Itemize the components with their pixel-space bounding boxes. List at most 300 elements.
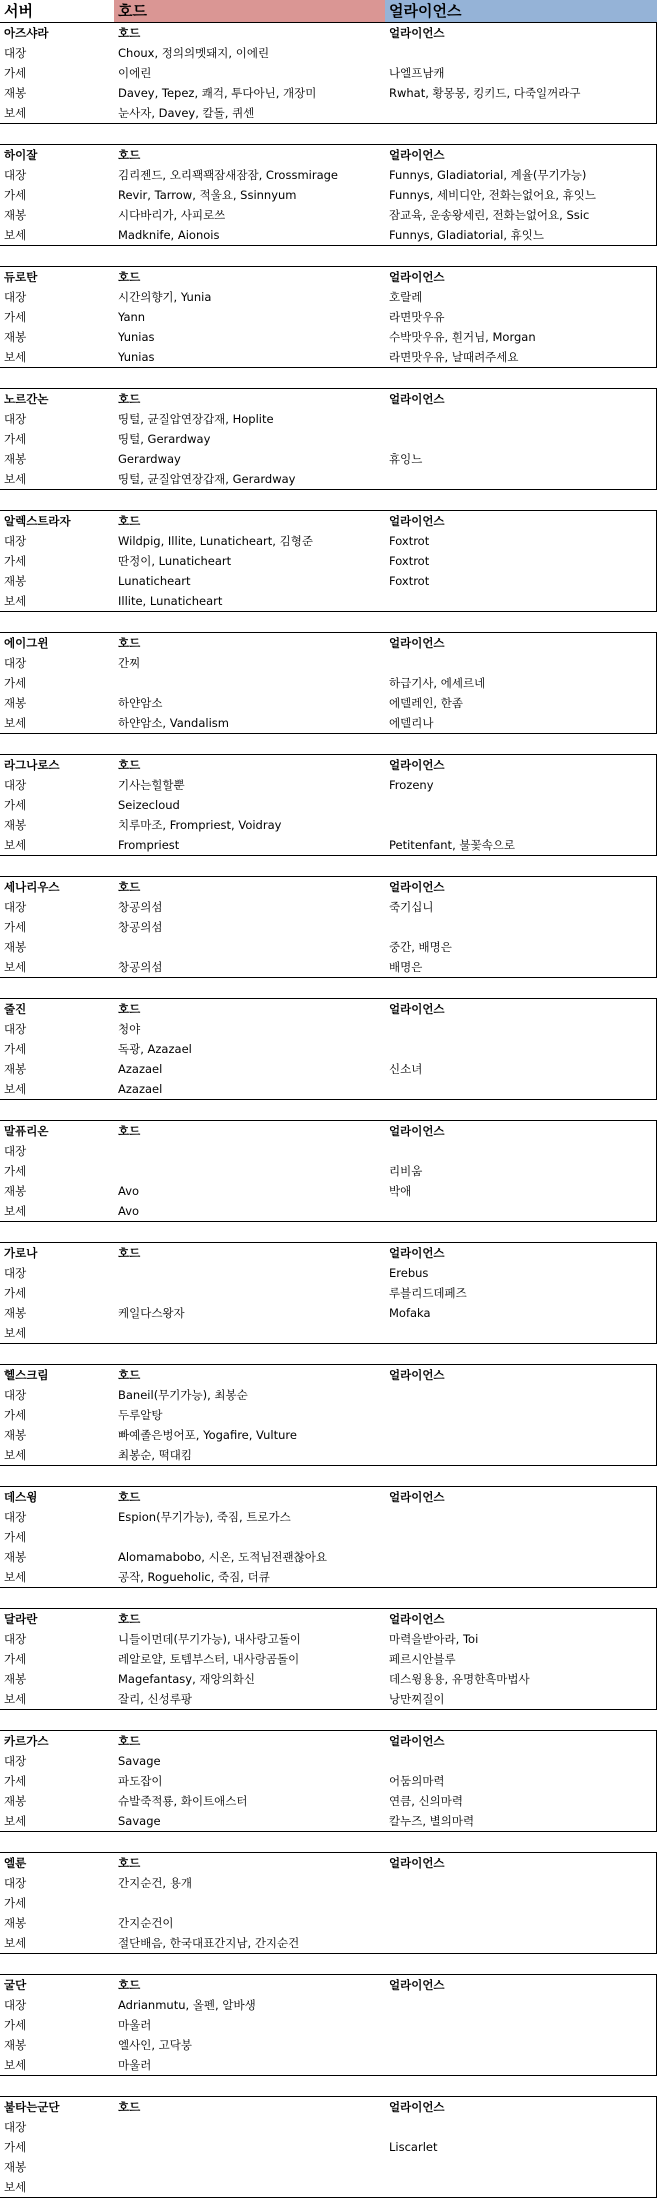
alliance-cell[interactable] bbox=[385, 1873, 656, 1893]
profession-cell[interactable]: 재봉 bbox=[4, 1672, 27, 1686]
profession-cell[interactable]: 재봉 bbox=[4, 818, 27, 832]
alliance-cell[interactable]: 하급기사, 에세르네 bbox=[389, 676, 486, 690]
profession-cell[interactable]: 가세 bbox=[4, 66, 27, 80]
profession-cell[interactable]: 보세 bbox=[4, 960, 27, 974]
profession-cell[interactable]: 대장 bbox=[4, 46, 27, 60]
horde-label-cell[interactable]: 호드 bbox=[118, 392, 141, 406]
header-row bbox=[0, 0, 657, 23]
horde-cell[interactable]: 눈사자, Davey, 칼돌, 퀴센 bbox=[118, 106, 255, 120]
table-row bbox=[0, 2117, 656, 2137]
profession-cell[interactable]: 대장 bbox=[4, 1388, 27, 1402]
horde-cell[interactable] bbox=[114, 1323, 385, 1343]
profession-cell[interactable]: 재봉 bbox=[4, 574, 27, 588]
profession-cell[interactable]: 재봉 bbox=[4, 1428, 27, 1442]
alliance-cell[interactable] bbox=[385, 1995, 656, 2015]
profession-cell[interactable]: 보세 bbox=[4, 1326, 27, 1340]
alliance-cell[interactable] bbox=[385, 1425, 656, 1445]
alliance-cell[interactable]: 페르시안블루 bbox=[389, 1652, 456, 1666]
horde-cell[interactable]: 간지순건이 bbox=[118, 1916, 174, 1930]
alliance-cell[interactable] bbox=[385, 43, 656, 63]
horde-cell[interactable]: Avo bbox=[118, 1184, 140, 1198]
horde-cell[interactable] bbox=[114, 1161, 385, 1181]
alliance-cell[interactable] bbox=[385, 815, 656, 835]
server-name-cell[interactable]: 세나리우스 bbox=[4, 880, 60, 894]
profession-cell[interactable]: 대장 bbox=[4, 290, 27, 304]
profession-cell[interactable]: 재봉 bbox=[4, 1794, 27, 1808]
horde-cell[interactable]: Seizecloud bbox=[118, 798, 180, 812]
alliance-cell[interactable]: 라면맛우유, 날때려주세요 bbox=[389, 350, 519, 364]
profession-cell[interactable]: 보세 bbox=[4, 1936, 27, 1950]
alliance-cell[interactable] bbox=[385, 1445, 656, 1465]
horde-cell[interactable]: Yann bbox=[118, 310, 146, 324]
horde-cell[interactable]: 하얀암소, Vandalism bbox=[118, 716, 229, 730]
horde-cell[interactable]: 창공의섬 bbox=[118, 960, 163, 974]
server-name-cell[interactable]: 가로나 bbox=[4, 1246, 38, 1260]
alliance-cell[interactable] bbox=[385, 103, 656, 123]
horde-cell[interactable]: 두루알탕 bbox=[118, 1408, 163, 1422]
horde-cell[interactable]: Avo bbox=[118, 1204, 140, 1218]
horde-cell[interactable] bbox=[114, 2177, 385, 2197]
table-row bbox=[0, 591, 656, 611]
header-alliance[interactable]: 얼라이언스 bbox=[385, 0, 657, 22]
profession-cell[interactable]: 보세 bbox=[4, 1082, 27, 1096]
header-server[interactable]: 서버 bbox=[0, 0, 114, 22]
server-name-cell[interactable]: 에이그윈 bbox=[4, 636, 49, 650]
server-name-cell[interactable]: 엘룬 bbox=[4, 1856, 27, 1870]
horde-cell[interactable] bbox=[114, 1283, 385, 1303]
server-name-cell[interactable]: 불타는군단 bbox=[4, 2100, 60, 2114]
horde-cell[interactable]: 김리젠드, 오리꽥꽥잠새잠잠, Crossmirage bbox=[118, 168, 339, 182]
horde-cell[interactable]: Savage bbox=[118, 1754, 161, 1768]
alliance-cell[interactable]: Mofaka bbox=[389, 1306, 431, 1320]
section-title-row bbox=[0, 2097, 656, 2117]
horde-cell[interactable]: 절단배음, 한국대표간지남, 간지순건 bbox=[118, 1936, 300, 1950]
alliance-cell[interactable]: Frozeny bbox=[389, 778, 434, 792]
horde-label-cell[interactable]: 호드 bbox=[118, 1490, 141, 1504]
horde-cell[interactable]: Wildpig, Illite, Lunaticheart, 김형준 bbox=[118, 534, 313, 548]
alliance-label-cell[interactable]: 얼라이언스 bbox=[389, 758, 445, 772]
alliance-cell[interactable] bbox=[385, 1751, 656, 1771]
alliance-cell[interactable]: Funnys, 세비디안, 전화는없어요, 휴잇느 bbox=[389, 188, 596, 202]
alliance-cell[interactable] bbox=[385, 2157, 656, 2177]
table-row bbox=[0, 1303, 656, 1323]
profession-cell[interactable]: 보세 bbox=[4, 1814, 27, 1828]
horde-cell[interactable]: 하얀암소 bbox=[118, 696, 163, 710]
alliance-cell[interactable]: 에델리나 bbox=[389, 716, 434, 730]
horde-cell[interactable]: 창공의섬 bbox=[118, 900, 163, 914]
profession-cell[interactable]: 재봉 bbox=[4, 452, 27, 466]
horde-label-cell[interactable]: 호드 bbox=[118, 1124, 141, 1138]
profession-cell[interactable]: 가세 bbox=[4, 2018, 27, 2032]
alliance-cell[interactable]: 라면맛우유 bbox=[389, 310, 445, 324]
alliance-cell[interactable] bbox=[385, 1019, 656, 1039]
alliance-cell[interactable]: Erebus bbox=[389, 1266, 429, 1280]
horde-cell[interactable] bbox=[114, 2137, 385, 2157]
horde-cell[interactable]: 공작, Rogueholic, 죽짐, 더큐 bbox=[118, 1570, 270, 1584]
profession-cell[interactable]: 대장 bbox=[4, 1998, 27, 2012]
alliance-cell[interactable] bbox=[385, 1933, 656, 1953]
profession-cell[interactable]: 재봉 bbox=[4, 1550, 27, 1564]
table-row bbox=[0, 287, 656, 307]
horde-cell[interactable]: Revir, Tarrow, 적울요, Ssinnyum bbox=[118, 188, 297, 202]
horde-cell[interactable]: 시다바리가, 사피로쓰 bbox=[118, 208, 226, 222]
alliance-cell[interactable]: Petitenfant, 불꽃속으로 bbox=[389, 838, 515, 852]
table-row bbox=[0, 1201, 656, 1221]
profession-cell[interactable]: 가세 bbox=[4, 188, 27, 202]
alliance-cell[interactable]: 낭만찌질이 bbox=[389, 1692, 445, 1706]
horde-cell[interactable]: Espion(무기가능), 죽짐, 트로가스 bbox=[118, 1510, 291, 1524]
horde-cell[interactable] bbox=[114, 673, 385, 693]
server-name-cell[interactable]: 말퓨리온 bbox=[4, 1124, 49, 1138]
alliance-label-cell[interactable]: 얼라이언스 bbox=[389, 2100, 445, 2114]
table-row bbox=[0, 1507, 656, 1527]
alliance-cell[interactable]: 리비움 bbox=[389, 1164, 423, 1178]
alliance-cell[interactable] bbox=[385, 1547, 656, 1567]
horde-cell[interactable]: 시간의향기, Yunia bbox=[118, 290, 212, 304]
horde-label-cell[interactable]: 호드 bbox=[118, 514, 141, 528]
table-row bbox=[0, 897, 656, 917]
horde-label-cell[interactable]: 호드 bbox=[118, 1734, 141, 1748]
alliance-cell[interactable] bbox=[385, 469, 656, 489]
alliance-cell[interactable] bbox=[385, 1323, 656, 1343]
profession-cell[interactable]: 대장 bbox=[4, 412, 27, 426]
profession-cell[interactable]: 재봉 bbox=[4, 696, 27, 710]
horde-label-cell[interactable]: 호드 bbox=[118, 1978, 141, 1992]
horde-cell[interactable] bbox=[114, 1893, 385, 1913]
alliance-cell[interactable]: 박애 bbox=[389, 1184, 412, 1198]
profession-cell[interactable]: 보세 bbox=[4, 716, 27, 730]
alliance-cell[interactable]: 잠교육, 운송왕세린, 전화는없어요, Ssic bbox=[389, 208, 590, 222]
alliance-label-cell[interactable]: 얼라이언스 bbox=[389, 1246, 445, 1260]
alliance-label-cell[interactable]: 얼라이언스 bbox=[389, 514, 445, 528]
horde-label-cell[interactable]: 호드 bbox=[118, 1612, 141, 1626]
horde-label-cell[interactable]: 호드 bbox=[118, 1368, 141, 1382]
profession-cell[interactable]: 대장 bbox=[4, 1022, 27, 1036]
horde-cell[interactable]: 띵털, 균질압연장갑재, Gerardway bbox=[118, 472, 296, 486]
horde-cell[interactable]: 마울러 bbox=[118, 2058, 152, 2072]
alliance-label-cell[interactable]: 얼라이언스 bbox=[389, 148, 445, 162]
profession-cell[interactable]: 대장 bbox=[4, 1632, 27, 1646]
alliance-cell[interactable] bbox=[385, 591, 656, 611]
horde-cell[interactable]: Illite, Lunaticheart bbox=[118, 594, 223, 608]
server-name-cell[interactable]: 카르가스 bbox=[4, 1734, 49, 1748]
table-row bbox=[0, 1649, 656, 1669]
horde-cell[interactable] bbox=[114, 1263, 385, 1283]
alliance-label-cell[interactable]: 얼라이언스 bbox=[389, 880, 445, 894]
horde-label-cell[interactable]: 호드 bbox=[118, 1002, 141, 1016]
profession-cell[interactable]: 대장 bbox=[4, 1266, 27, 1280]
alliance-cell[interactable] bbox=[385, 653, 656, 673]
alliance-cell[interactable]: 연큼, 신의마력 bbox=[389, 1794, 463, 1808]
profession-cell[interactable]: 대장 bbox=[4, 534, 27, 548]
alliance-cell[interactable]: 배명은 bbox=[389, 960, 423, 974]
horde-label-cell[interactable]: 호드 bbox=[118, 758, 141, 772]
profession-cell[interactable]: 가세 bbox=[4, 1530, 27, 1544]
alliance-cell[interactable] bbox=[385, 1893, 656, 1913]
horde-cell[interactable]: Magefantasy, 재앙의화신 bbox=[118, 1672, 255, 1686]
horde-cell[interactable]: 슈발죽적룡, 화이트애스터 bbox=[118, 1794, 248, 1808]
horde-cell[interactable]: 띵털, 균질압연장갑재, Hoplite bbox=[118, 412, 274, 426]
profession-cell[interactable]: 보세 bbox=[4, 472, 27, 486]
alliance-cell[interactable] bbox=[385, 795, 656, 815]
server-name-cell[interactable]: 알렉스트라자 bbox=[4, 514, 71, 528]
profession-cell[interactable]: 재봉 bbox=[4, 1062, 27, 1076]
alliance-label-cell[interactable]: 얼라이언스 bbox=[389, 1002, 445, 1016]
profession-cell[interactable]: 재봉 bbox=[4, 208, 27, 222]
profession-cell[interactable]: 가세 bbox=[4, 920, 27, 934]
horde-cell[interactable]: Yunias bbox=[118, 330, 155, 344]
horde-cell[interactable]: 케일다스왕자 bbox=[118, 1306, 185, 1320]
horde-label-cell[interactable]: 호드 bbox=[118, 880, 141, 894]
horde-cell[interactable]: 청야 bbox=[118, 1022, 141, 1036]
alliance-label-cell[interactable]: 얼라이언스 bbox=[389, 636, 445, 650]
table-row bbox=[0, 2055, 656, 2075]
header-horde[interactable]: 호드 bbox=[114, 0, 385, 22]
alliance-cell[interactable] bbox=[385, 2177, 656, 2197]
alliance-cell[interactable]: 나엘프남캐 bbox=[389, 66, 445, 80]
profession-cell[interactable]: 보세 bbox=[4, 350, 27, 364]
table-row bbox=[0, 1873, 656, 1893]
profession-cell[interactable]: 가세 bbox=[4, 1652, 27, 1666]
profession-cell[interactable]: 가세 bbox=[4, 1042, 27, 1056]
profession-cell[interactable]: 가세 bbox=[4, 554, 27, 568]
alliance-cell[interactable] bbox=[385, 1385, 656, 1405]
horde-cell[interactable]: Adrianmutu, 올펜, 알바생 bbox=[118, 1998, 256, 2012]
profession-cell[interactable]: 보세 bbox=[4, 594, 27, 608]
horde-label-cell[interactable]: 호드 bbox=[118, 636, 141, 650]
horde-cell[interactable]: Savage bbox=[118, 1814, 161, 1828]
horde-cell[interactable]: Choux, 정의의멧돼지, 이에린 bbox=[118, 46, 270, 60]
profession-cell[interactable]: 가세 bbox=[4, 432, 27, 446]
alliance-cell[interactable]: 데스윙용용, 유명한흑마법사 bbox=[389, 1672, 530, 1686]
profession-cell[interactable]: 재봉 bbox=[4, 1306, 27, 1320]
server-name-cell[interactable]: 듀로탄 bbox=[4, 270, 38, 284]
section-title-row bbox=[0, 145, 656, 165]
section-title-row bbox=[0, 389, 656, 409]
profession-cell[interactable]: 보세 bbox=[4, 2180, 27, 2194]
horde-cell[interactable]: 이에린 bbox=[118, 66, 152, 80]
alliance-cell[interactable] bbox=[385, 1201, 656, 1221]
profession-cell[interactable]: 보세 bbox=[4, 2058, 27, 2072]
profession-cell[interactable]: 보세 bbox=[4, 1204, 27, 1218]
profession-cell[interactable]: 재봉 bbox=[4, 330, 27, 344]
table-row bbox=[0, 1567, 656, 1587]
horde-cell[interactable]: 기사는힐할뿐 bbox=[118, 778, 185, 792]
table-row bbox=[0, 1629, 656, 1649]
alliance-cell[interactable] bbox=[385, 409, 656, 429]
alliance-cell[interactable]: 칼누즈, 별의마력 bbox=[389, 1814, 475, 1828]
horde-cell[interactable] bbox=[114, 1141, 385, 1161]
alliance-cell[interactable]: 루블리드데페즈 bbox=[389, 1286, 467, 1300]
profession-cell[interactable]: 가세 bbox=[4, 676, 27, 690]
profession-cell[interactable]: 보세 bbox=[4, 838, 27, 852]
horde-cell[interactable]: Yunias bbox=[118, 350, 155, 364]
alliance-cell[interactable]: Rwhat, 황몽몽, 킹키드, 다죽일꺼라구 bbox=[389, 86, 581, 100]
alliance-cell[interactable]: 죽기십니 bbox=[389, 900, 434, 914]
profession-cell[interactable]: 가세 bbox=[4, 2140, 27, 2154]
horde-label-cell[interactable]: 호드 bbox=[118, 1856, 141, 1870]
alliance-cell[interactable] bbox=[385, 1567, 656, 1587]
server-section bbox=[0, 1852, 657, 1954]
alliance-cell[interactable]: 수박맛우유, 흰거님, Morgan bbox=[389, 330, 536, 344]
table-row bbox=[0, 307, 656, 327]
profession-cell[interactable]: 대장 bbox=[4, 656, 27, 670]
server-name-cell[interactable]: 달라란 bbox=[4, 1612, 38, 1626]
alliance-cell[interactable] bbox=[385, 2015, 656, 2035]
horde-cell[interactable] bbox=[114, 1527, 385, 1547]
profession-cell[interactable]: 대장 bbox=[4, 1754, 27, 1768]
profession-cell[interactable]: 가세 bbox=[4, 310, 27, 324]
horde-cell[interactable]: Madknife, Aionois bbox=[118, 228, 220, 242]
horde-cell[interactable]: 띵털, Gerardway bbox=[118, 432, 211, 446]
alliance-cell[interactable] bbox=[385, 429, 656, 449]
horde-cell[interactable] bbox=[114, 937, 385, 957]
alliance-cell[interactable] bbox=[385, 2035, 656, 2055]
horde-cell[interactable]: 간찌 bbox=[118, 656, 141, 670]
profession-cell[interactable]: 보세 bbox=[4, 1692, 27, 1706]
horde-label-cell[interactable]: 호드 bbox=[118, 148, 141, 162]
table-row bbox=[0, 83, 656, 103]
table-row bbox=[0, 1425, 656, 1445]
horde-cell[interactable]: 레알로얄, 토템부스터, 내사랑곰돌이 bbox=[118, 1652, 300, 1666]
horde-label-cell[interactable]: 호드 bbox=[118, 2100, 141, 2114]
horde-cell[interactable]: Gerardway bbox=[118, 452, 181, 466]
profession-cell[interactable]: 대장 bbox=[4, 168, 27, 182]
server-name-cell[interactable]: 하이잘 bbox=[4, 148, 38, 162]
alliance-cell[interactable]: 신소녀 bbox=[389, 1062, 423, 1076]
alliance-cell[interactable]: Foxtrot bbox=[389, 554, 430, 568]
alliance-cell[interactable]: Liscarlet bbox=[389, 2140, 438, 2154]
alliance-cell[interactable] bbox=[385, 1405, 656, 1425]
alliance-cell[interactable]: Foxtrot bbox=[389, 534, 430, 548]
horde-cell[interactable]: 파도잡이 bbox=[118, 1774, 163, 1788]
alliance-cell[interactable] bbox=[385, 917, 656, 937]
profession-cell[interactable]: 보세 bbox=[4, 1448, 27, 1462]
alliance-cell[interactable]: Funnys, Gladiatorial, 계율(무기가능) bbox=[389, 168, 587, 182]
alliance-label-cell[interactable]: 얼라이언스 bbox=[389, 270, 445, 284]
horde-cell[interactable]: 창공의섬 bbox=[118, 920, 163, 934]
profession-cell[interactable]: 대장 bbox=[4, 2120, 27, 2134]
server-name-cell[interactable]: 헬스크림 bbox=[4, 1368, 49, 1382]
profession-cell[interactable]: 대장 bbox=[4, 1876, 27, 1890]
table-row bbox=[0, 347, 656, 367]
alliance-cell[interactable]: Foxtrot bbox=[389, 574, 430, 588]
horde-cell[interactable]: Azazael bbox=[118, 1062, 163, 1076]
alliance-label-cell[interactable]: 얼라이언스 bbox=[389, 1490, 445, 1504]
alliance-label-cell[interactable]: 얼라이언스 bbox=[389, 392, 445, 406]
alliance-cell[interactable] bbox=[385, 1507, 656, 1527]
profession-cell[interactable]: 재봉 bbox=[4, 2038, 27, 2052]
profession-cell[interactable]: 재봉 bbox=[4, 940, 27, 954]
section-title-row bbox=[0, 1853, 656, 1873]
horde-cell[interactable]: 니들이먼데(무기가능), 내사랑고돌이 bbox=[118, 1632, 301, 1646]
profession-cell[interactable]: 보세 bbox=[4, 228, 27, 242]
alliance-cell[interactable]: 중간, 배명은 bbox=[389, 940, 452, 954]
alliance-cell[interactable] bbox=[385, 1079, 656, 1099]
profession-cell[interactable]: 보세 bbox=[4, 106, 27, 120]
horde-cell[interactable]: Alomamabobo, 시온, 도적님전괜찮아요 bbox=[118, 1550, 327, 1564]
alliance-label-cell[interactable]: 얼라이언스 bbox=[389, 1124, 445, 1138]
alliance-cell[interactable] bbox=[385, 2055, 656, 2075]
table-row bbox=[0, 1751, 656, 1771]
horde-cell[interactable]: Davey, Tepez, 쾌걱, 투다아닌, 개장미 bbox=[118, 86, 317, 100]
alliance-cell[interactable] bbox=[385, 1913, 656, 1933]
profession-cell[interactable]: 대장 bbox=[4, 778, 27, 792]
table-row bbox=[0, 205, 656, 225]
table-row bbox=[0, 1527, 656, 1547]
alliance-cell[interactable]: 휴잉느 bbox=[389, 452, 423, 466]
server-name-cell[interactable]: 노르간논 bbox=[4, 392, 49, 406]
profession-cell[interactable]: 가세 bbox=[4, 798, 27, 812]
horde-cell[interactable] bbox=[114, 2157, 385, 2177]
alliance-cell[interactable]: 마력을받아라, Toi bbox=[389, 1632, 479, 1646]
profession-cell[interactable]: 재봉 bbox=[4, 1916, 27, 1930]
alliance-cell[interactable]: 에델레인, 한좀 bbox=[389, 696, 463, 710]
horde-cell[interactable]: 엘사인, 고닥붕 bbox=[118, 2038, 192, 2052]
horde-cell[interactable]: Azazael bbox=[118, 1082, 163, 1096]
profession-cell[interactable]: 가세 bbox=[4, 1774, 27, 1788]
horde-cell[interactable]: Lunaticheart bbox=[118, 574, 191, 588]
horde-cell[interactable]: Baneil(무기가능), 최봉순 bbox=[118, 1388, 248, 1402]
alliance-cell[interactable]: Funnys, Gladiatorial, 휴잇느 bbox=[389, 228, 545, 242]
profession-cell[interactable]: 재봉 bbox=[4, 1184, 27, 1198]
server-name-cell[interactable]: 아즈샤라 bbox=[4, 26, 49, 40]
alliance-label-cell[interactable]: 얼라이언스 bbox=[389, 1978, 445, 1992]
alliance-label-cell[interactable]: 얼라이언스 bbox=[389, 1734, 445, 1748]
alliance-label-cell[interactable]: 얼라이언스 bbox=[389, 1368, 445, 1382]
horde-label-cell[interactable]: 호드 bbox=[118, 26, 141, 40]
horde-cell[interactable]: 간지순건, 용개 bbox=[118, 1876, 192, 1890]
horde-cell[interactable]: 최봉순, 떡대킴 bbox=[118, 1448, 192, 1462]
server-name-cell[interactable]: 라그나로스 bbox=[4, 758, 60, 772]
horde-cell[interactable]: 빠예졸은벙어포, Yogafire, Vulture bbox=[118, 1428, 297, 1442]
horde-cell[interactable]: 독광, Azazael bbox=[118, 1042, 192, 1056]
section-title-row bbox=[0, 1365, 656, 1385]
alliance-label-cell[interactable]: 얼라이언스 bbox=[389, 26, 445, 40]
horde-cell[interactable]: 치루마조, Frompriest, Voidray bbox=[118, 818, 282, 832]
horde-cell[interactable]: Frompriest bbox=[118, 838, 180, 852]
horde-cell[interactable]: 마울러 bbox=[118, 2018, 152, 2032]
profession-cell[interactable]: 보세 bbox=[4, 1570, 27, 1584]
alliance-cell[interactable] bbox=[385, 1527, 656, 1547]
alliance-cell[interactable]: 호랄레 bbox=[389, 290, 423, 304]
horde-cell[interactable] bbox=[114, 2117, 385, 2137]
profession-cell[interactable]: 대장 bbox=[4, 900, 27, 914]
alliance-label-cell[interactable]: 얼라이언스 bbox=[389, 1856, 445, 1870]
horde-label-cell[interactable]: 호드 bbox=[118, 1246, 141, 1260]
alliance-label-cell[interactable]: 얼라이언스 bbox=[389, 1612, 445, 1626]
profession-cell[interactable]: 가세 bbox=[4, 1896, 27, 1910]
horde-label-cell[interactable]: 호드 bbox=[118, 270, 141, 284]
profession-cell[interactable]: 재봉 bbox=[4, 86, 27, 100]
horde-cell[interactable]: 딴정이, Lunaticheart bbox=[118, 554, 232, 568]
table-row bbox=[0, 917, 656, 937]
profession-cell[interactable]: 가세 bbox=[4, 1286, 27, 1300]
alliance-cell[interactable] bbox=[385, 1039, 656, 1059]
horde-cell[interactable]: 잘리, 신성루팡 bbox=[118, 1692, 192, 1706]
alliance-cell[interactable] bbox=[385, 1141, 656, 1161]
server-name-cell[interactable]: 줄진 bbox=[4, 1002, 27, 1016]
profession-cell[interactable]: 가세 bbox=[4, 1164, 27, 1178]
profession-cell[interactable]: 대장 bbox=[4, 1510, 27, 1524]
server-name-cell[interactable]: 데스윙 bbox=[4, 1490, 38, 1504]
profession-cell[interactable]: 대장 bbox=[4, 1144, 27, 1158]
profession-cell[interactable]: 재봉 bbox=[4, 2160, 27, 2174]
profession-cell[interactable]: 가세 bbox=[4, 1408, 27, 1422]
alliance-cell[interactable] bbox=[385, 2117, 656, 2137]
server-name-cell[interactable]: 굴단 bbox=[4, 1978, 27, 1992]
alliance-cell[interactable]: 어둠의마력 bbox=[389, 1774, 445, 1788]
